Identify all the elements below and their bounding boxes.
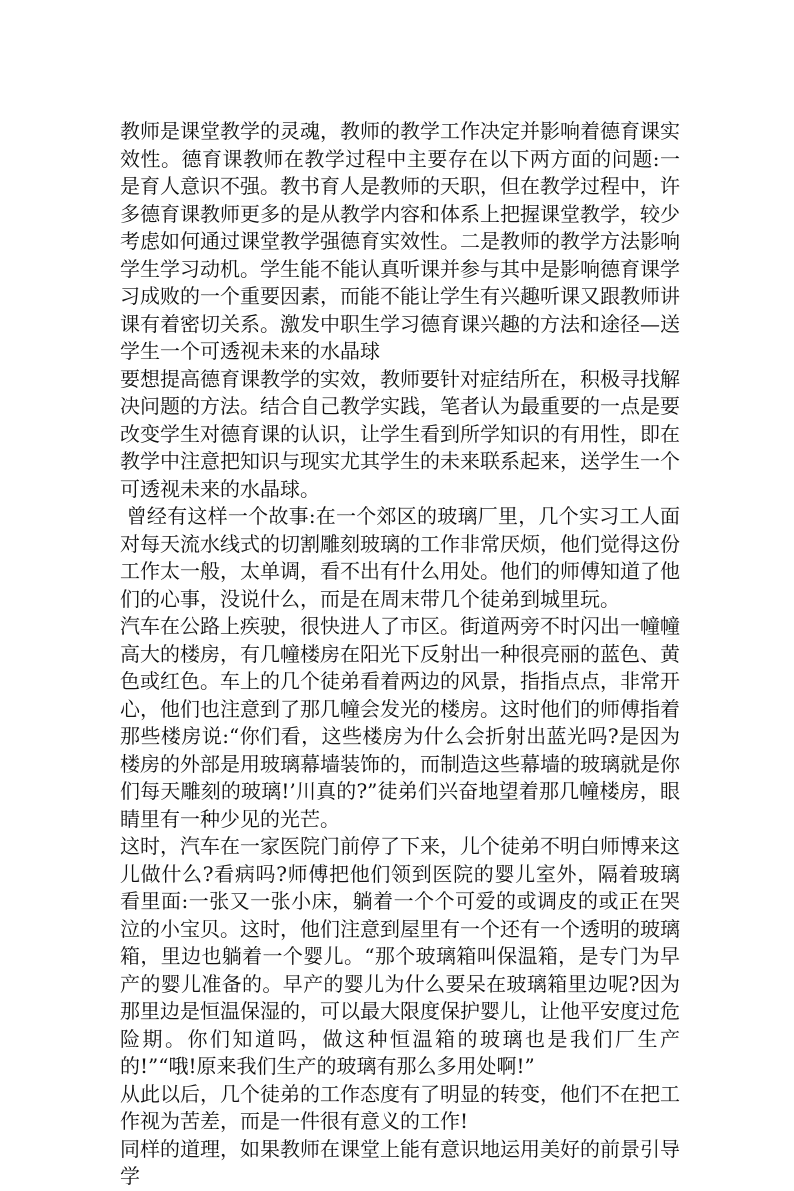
paragraph-4: 汽车在公路上疾驶，很快进人了市区。街道两旁不时闪出一幢幢高大的楼房，有几幢楼房在阳光下反射出一种很亮丽的蓝色、黄色或红色。车上的几个徒弟看着两边的风景，指指点点，非常开心，他们也注意到了那几幢会发光的楼房。这时他们的师傅指着那些楼房说:“你们看，这些楼房为什么会折射出蓝光吗?是因为楼房的外部是用玻璃幕墙装饰的，而制造这些幕墙的玻璃就是你们每天雕刻的玻璃!’川真的?”徒弟们兴奋地望着那几幢楼房，眼睛里有一种少见的光芒。 xyxy=(120,614,680,831)
paragraph-2: 要想提高德育课教学的实效，教师要针对症结所在，积极寻找解决问题的方法。结合自己教学实践，笔者认为最重要的一点是要改变学生对德育课的认识，让学生看到所学知识的有用性，即在教学中注意把知识与现实尤其学生的未来联系起来，送学生一个可透视未来的水晶球。 xyxy=(120,366,680,501)
paragraph-5: 这时，汽车在一家医院门前停了下来，儿个徒弟不明白师博来这儿做什么?看病吗?师傅把他们领到医院的婴儿室外，隔着玻璃看里面:一张又一张小床，躺着一个个可爱的或调皮的或正在哭泣的小宝贝。这时，他们注意到屋里有一个还有一个透明的玻璃箱，里边也躺着一个婴儿。“那个玻璃箱叫保温箱，是专门为早产的婴儿准备的。早产的婴儿为什么要呆在玻璃箱里边呢?因为那里边是恒温保湿的，可以最大限度保护婴儿，让他平安度过危险期。你们知道吗，做这种恒温箱的玻璃也是我们厂生产的!”“哦!原来我们生产的玻璃有那么多用处啊!” xyxy=(120,834,680,1078)
document-body xyxy=(120,118,680,1191)
paragraph-7: 同样的道理，如果教师在课堂上能有意识地运用美好的前景引导学 xyxy=(120,1136,680,1188)
paragraph-3: 曾经有这样一个故事:在一个郊区的玻璃厂里，几个实习工人面对每天流水线式的切割雕刻玻璃的工作非常厌烦，他们觉得这份工作太一般，太单调，看不出有什么用处。他们的师傅知道了他们的心事，没说什么，而是在周末带几个徒弟到城里玩。 xyxy=(120,504,680,611)
paragraph-1: 教师是课堂教学的灵魂，教师的教学工作决定并影响着德育课实效性。德育课教师在教学过程中主要存在以下两方面的问题:一是育人意识不强。教书育人是教师的天职，但在教学过程中，许多德育课教师更多的是从教学内容和体系上把握课堂教学，较少考虑如何通过课堂教学强德育实效性。二是教师的教学方法影响学生学习动机。学生能不能认真听课并参与其中是影响德育课学习成败的一个重要因素，而能不能让学生有兴趣听课又跟教师讲课有着密切关系。激发中职生学习德育课兴趣的方法和途径—送学生一个可透视未来的水晶球 xyxy=(120,119,680,363)
paragraph-6: 从此以后，几个徒弟的工作态度有了明显的转变，他们不在把工作视为苦差，而是一件很有意义的工作! xyxy=(120,1081,680,1133)
